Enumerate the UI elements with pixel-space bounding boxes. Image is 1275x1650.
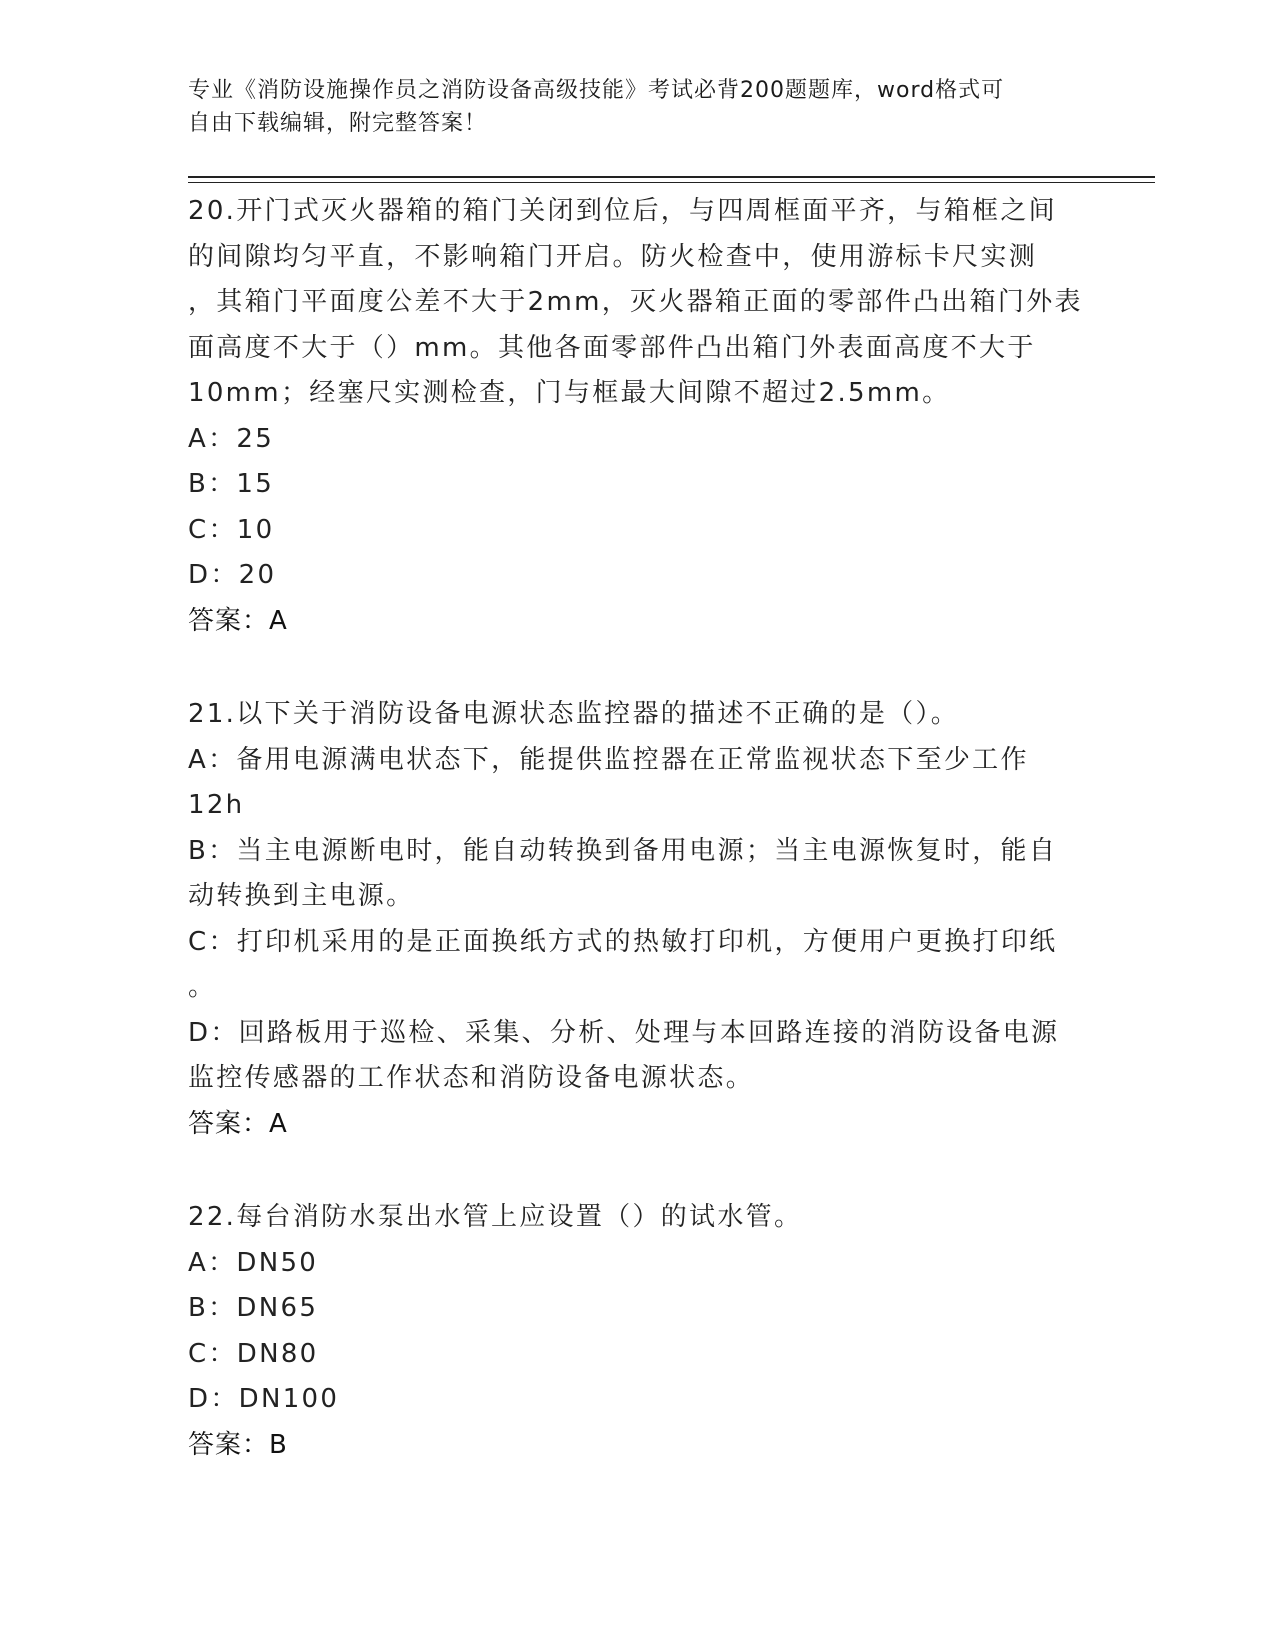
option-b: B：15 xyxy=(188,469,275,499)
header-divider-thin xyxy=(188,182,1155,183)
option-a xyxy=(188,738,1088,829)
option-c xyxy=(188,920,1088,1011)
question-22 xyxy=(188,1195,1088,1468)
question-21 xyxy=(188,692,1088,1147)
answer-line: 答案：A xyxy=(188,1108,288,1139)
question-stem xyxy=(188,1195,1088,1241)
answer-line: 答案：B xyxy=(188,1429,288,1460)
option-a: A：DN50 xyxy=(188,1247,319,1278)
option-line: A：备用电源满电状态下，能提供监控器在正常监视状态下至少工作 xyxy=(188,744,1029,775)
option-line: D：回路板用于巡检、采集、分析、处理与本回路连接的消防设备电源 xyxy=(188,1017,1060,1048)
option-d: D：DN100 xyxy=(188,1384,340,1414)
stem-line: 10mm；经塞尺实测检查，门与框最大间隙不超过2.5mm。 xyxy=(188,378,951,408)
option-line: 。 xyxy=(188,972,217,1002)
option-b: B：DN65 xyxy=(188,1293,319,1323)
option-line: 动转换到主电源。 xyxy=(188,881,415,911)
option-b xyxy=(188,829,1088,920)
option-c: C：DN80 xyxy=(188,1338,319,1369)
stem-line: ，其箱门平面度公差不大于2mm，灭火器箱正面的零部件凸出箱门外表 xyxy=(188,287,1083,317)
question-20 xyxy=(188,189,1088,644)
option-line: 监控传感器的工作状态和消防设备电源状态。 xyxy=(188,1063,755,1093)
option-line: C：打印机采用的是正面换纸方式的热敏打印机，方便用户更换打印纸 xyxy=(188,926,1058,957)
stem-line: 面高度不大于（）mm。其他各面零部件凸出箱门外表面高度不大于 xyxy=(188,332,1036,363)
stem-line: 21.以下关于消防设备电源状态监控器的描述不正确的是（）。 xyxy=(188,699,960,729)
option-line: 12h xyxy=(188,790,245,820)
option-a: A：25 xyxy=(188,423,275,454)
question-spacer xyxy=(188,1147,1088,1195)
header-line-2: 自由下载编辑，附完整答案！ xyxy=(188,111,488,136)
option-c: C：10 xyxy=(188,514,275,545)
stem-line: 22.每台消防水泵出水管上应设置（）的试水管。 xyxy=(188,1202,803,1232)
option-line: B：当主电源断电时，能自动转换到备用电源；当主电源恢复时，能自 xyxy=(188,835,1058,866)
question-list xyxy=(188,189,1088,1468)
question-stem xyxy=(188,189,1088,417)
question-stem xyxy=(188,692,1088,738)
option-d: D：20 xyxy=(188,560,277,590)
header-line-1: 专业《消防设施操作员之消防设备高级技能》考试必背200题题库，word格式可 xyxy=(188,78,1005,103)
stem-line: 的间隙均匀平直，不影响箱门开启。防火检查中，使用游标卡尺实测 xyxy=(188,241,1038,272)
option-d xyxy=(188,1011,1088,1102)
header-divider-thick xyxy=(188,176,1155,178)
stem-line: 20.开门式灭火器箱的箱门关闭到位后，与四周框面平齐，与箱框之间 xyxy=(188,196,1057,226)
question-spacer xyxy=(188,644,1088,692)
answer-line: 答案：A xyxy=(188,605,288,636)
document-header xyxy=(188,74,1088,140)
